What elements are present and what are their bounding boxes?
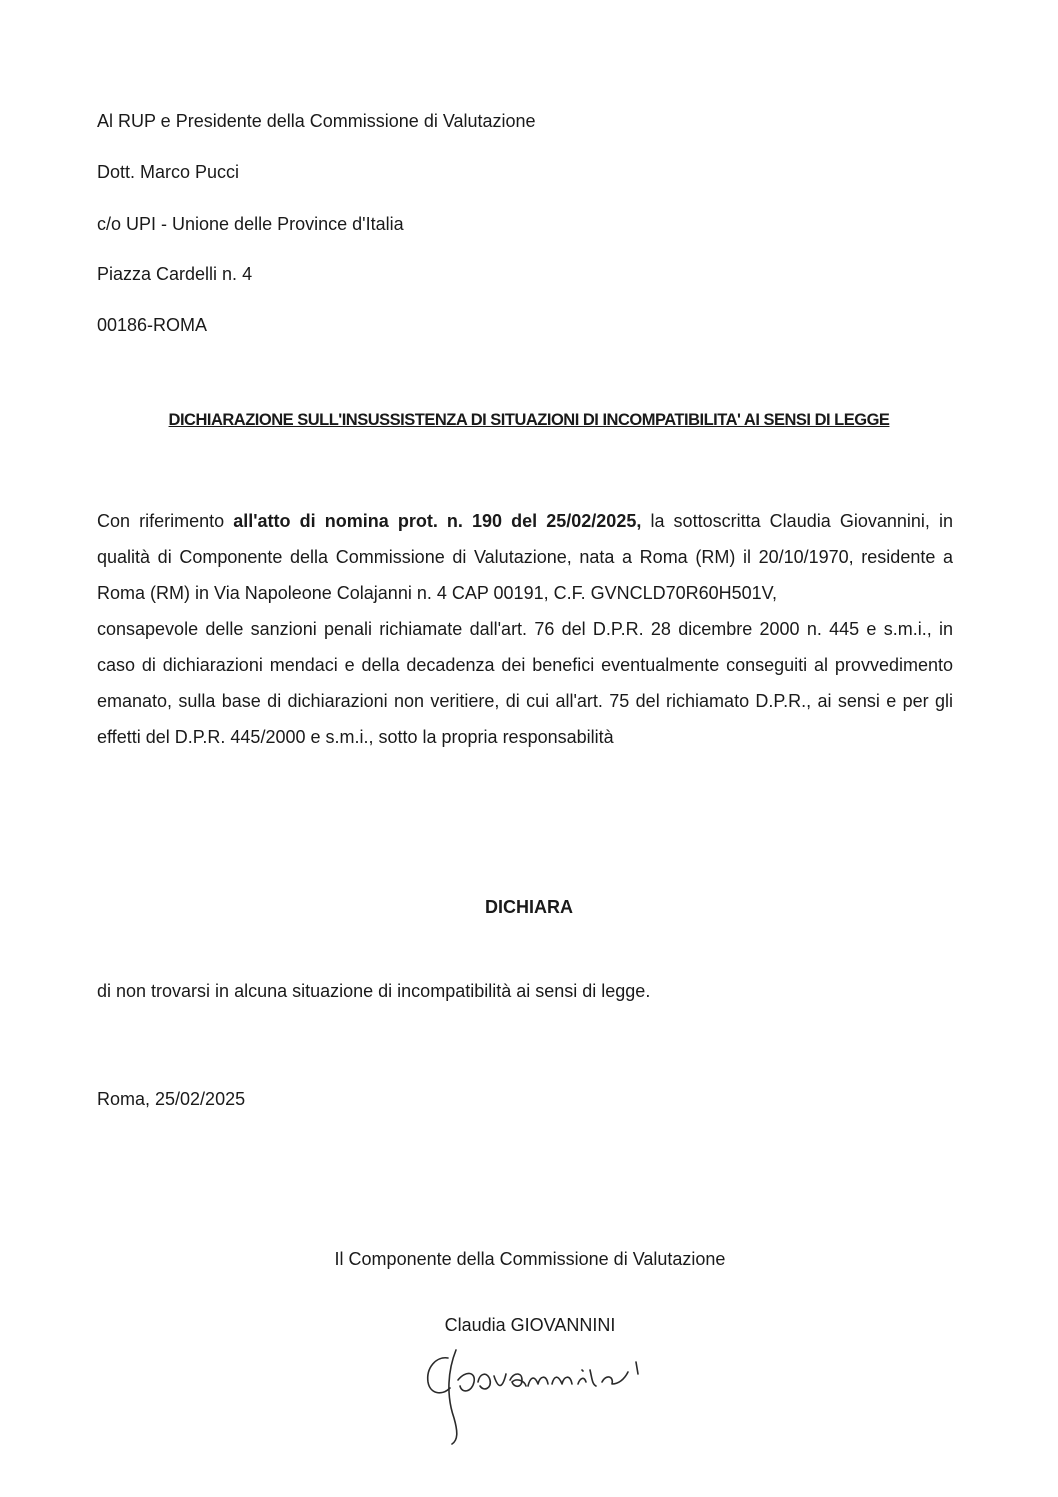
document-title: DICHIARAZIONE SULL'INSUSSISTENZA DI SITUAZIONI DI INCOMPATIBILITA' AI SENSI DI LEGGE <box>168 411 890 429</box>
recipient-line-5: 00186-ROMA <box>97 315 208 335</box>
recipient-line-2: Dott. Marco Pucci <box>97 162 240 182</box>
declaration-text: di non trovarsi in alcuna situazione di incompatibilità ai sensi di legge. <box>97 981 651 1001</box>
body-paragraph-1 <box>97 503 953 611</box>
body-intro-2: la sottoscritta Claudia Giovannini, in qualità di Componente della Commissione di Valutazione, nata a Roma (RM) il 20/10/1970, residente a Roma (RM) in Via Napoleone Colajanni n. 4 CAP 00191, C.F. GVNCLD70R60H501V, <box>97 511 953 603</box>
signatory-name: Claudia GIOVANNINI <box>444 1315 616 1335</box>
recipient-line-4: Piazza Cardelli n. 4 <box>97 264 253 284</box>
body-text <box>97 503 953 755</box>
body-intro-1: Con riferimento <box>97 511 234 531</box>
recipient-line-3: c/o UPI - Unione delle Province d'Italia <box>97 214 404 234</box>
signatory-role: Il Componente della Commissione di Valutazione <box>334 1249 726 1269</box>
handwritten-signature <box>418 1340 668 1450</box>
body-intro-bold: all'atto di nomina prot. n. 190 del 25/02/2025, <box>233 511 642 531</box>
declaration-heading: DICHIARA <box>485 897 573 917</box>
place-date: Roma, 25/02/2025 <box>97 1089 246 1109</box>
body-paragraph-2: consapevole delle sanzioni penali richiamate dall'art. 76 del D.P.R. 28 dicembre 2000 n. 445 e s.m.i., in caso di dichiarazioni mendaci e della decadenza dei benefici eventualmente conseguiti al provvedimento emanato, sulla base di dichiarazioni non veritiere, di cui all'art. 75 del richiamato D.P.R., ai sensi e per gli effetti del D.P.R. 445/2000 e s.m.i., sotto la propria responsabilità <box>97 619 953 747</box>
recipient-line-1: Al RUP e Presidente della Commissione di Valutazione <box>97 111 536 131</box>
